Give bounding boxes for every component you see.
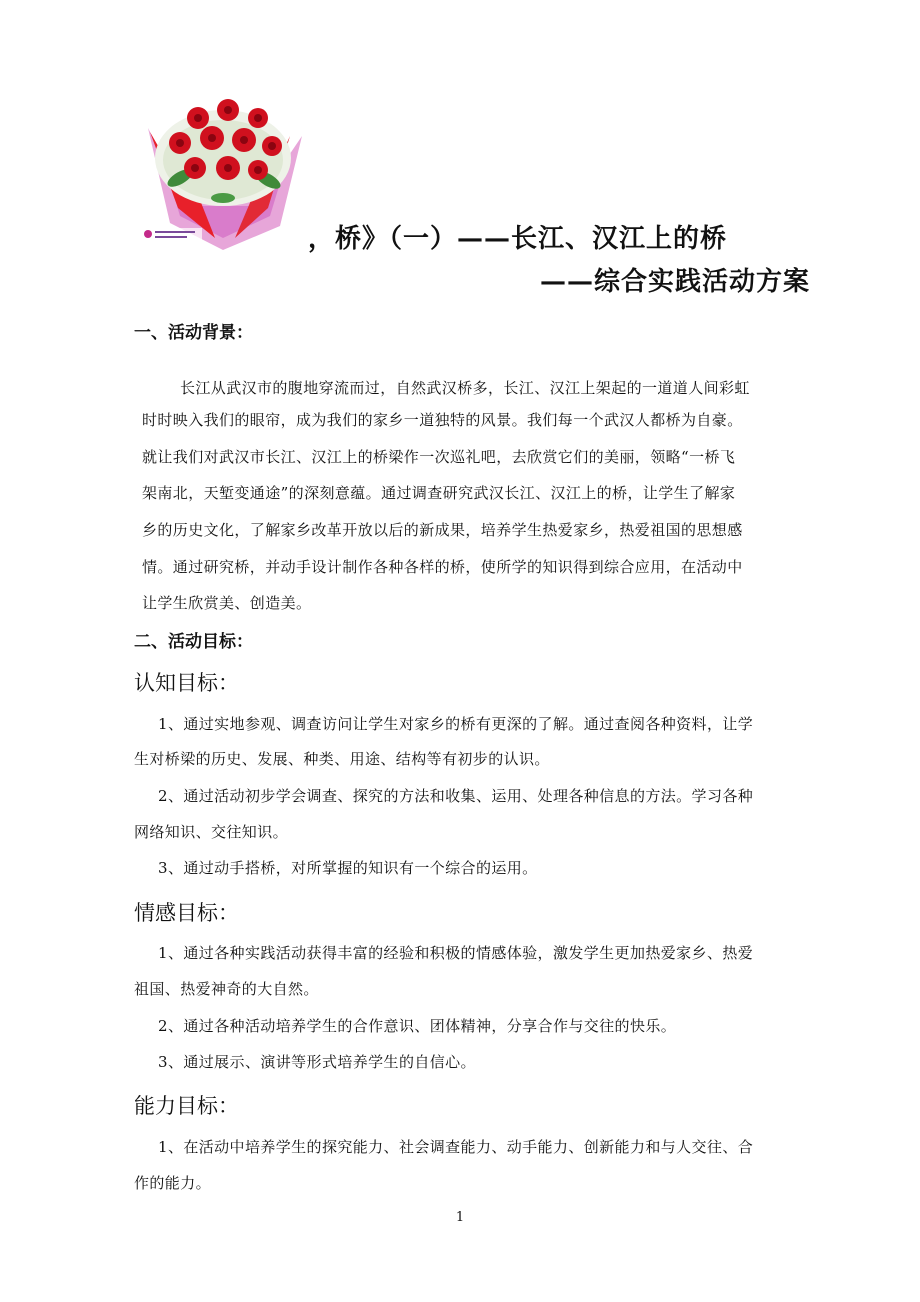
ability-line: 1、在活动中培养学生的探究能力、社会调查能力、动手能力、创新能力和与人交往、合: [158, 1138, 754, 1156]
background-line: 乡的历史文化，了解家乡改革开放以后的新成果，培养学生热爱家乡，热爱祖国的思想感: [142, 521, 743, 539]
background-line: 时时映入我们的眼帘，成为我们的家乡一道独特的风景。我们每一个武汉人都桥为自豪。: [142, 411, 743, 429]
cognitive-line: 2、通过活动初步学会调查、探究的方法和收集、运用、处理各种信息的方法。学习各种: [158, 787, 754, 805]
subheading-ability: 能力目标：: [134, 1094, 239, 1118]
cognitive-line: 1、通过实地参观、调查访问让学生对家乡的桥有更深的了解。通过查阅各种资料，让学: [158, 715, 754, 733]
background-line: 就让我们对武汉市长江、汉江上的桥梁作一次巡礼吧，去欣赏它们的美丽，领略“一桥飞: [142, 448, 736, 466]
document-title: ，桥》（一）——长江、汉江上的桥: [308, 224, 728, 254]
background-line: 长江从武汉市的腹地穿流而过，自然武汉桥多，长江、汉江上架起的一道道人间彩虹: [180, 379, 750, 397]
background-line: 情。通过研究桥，并动手设计制作各种各样的桥，使所学的知识得到综合应用，在活动中: [142, 558, 743, 576]
section-heading-goals: 二、活动目标：: [134, 632, 253, 652]
subheading-cognitive: 认知目标：: [134, 671, 239, 695]
page-number: 1: [455, 1210, 465, 1225]
ability-line: 作的能力。: [134, 1174, 212, 1192]
subheading-emotional: 情感目标：: [134, 901, 239, 925]
emotional-line: 1、通过各种实践活动获得丰富的经验和积极的情感体验，激发学生更加热爱家乡、热爱: [158, 944, 754, 962]
background-line: 让学生欣赏美、创造美。: [142, 594, 312, 612]
cognitive-line: 3、通过动手搭桥，对所掌握的知识有一个综合的运用。: [158, 859, 538, 877]
cognitive-line: 生对桥梁的历史、发展、种类、用途、结构等有初步的认识。: [134, 750, 550, 768]
emotional-line: 祖国、热爱神奇的大自然。: [134, 980, 319, 998]
document-subtitle: ——综合实践活动方案: [540, 267, 811, 297]
emotional-line: 3、通过展示、演讲等形式培养学生的自信心。: [158, 1053, 476, 1071]
emotional-line: 2、通过各种活动培养学生的合作意识、团体精神，分享合作与交往的快乐。: [158, 1017, 677, 1035]
cognitive-line: 网络知识、交往知识。: [134, 823, 289, 841]
rose-bouquet-icon: [140, 88, 306, 252]
background-line: 架南北，天堑变通途”的深刻意蕴。通过调查研究武汉长江、汉江上的桥，让学生了解家: [142, 484, 736, 502]
section-heading-background: 一、活动背景：: [134, 323, 253, 343]
